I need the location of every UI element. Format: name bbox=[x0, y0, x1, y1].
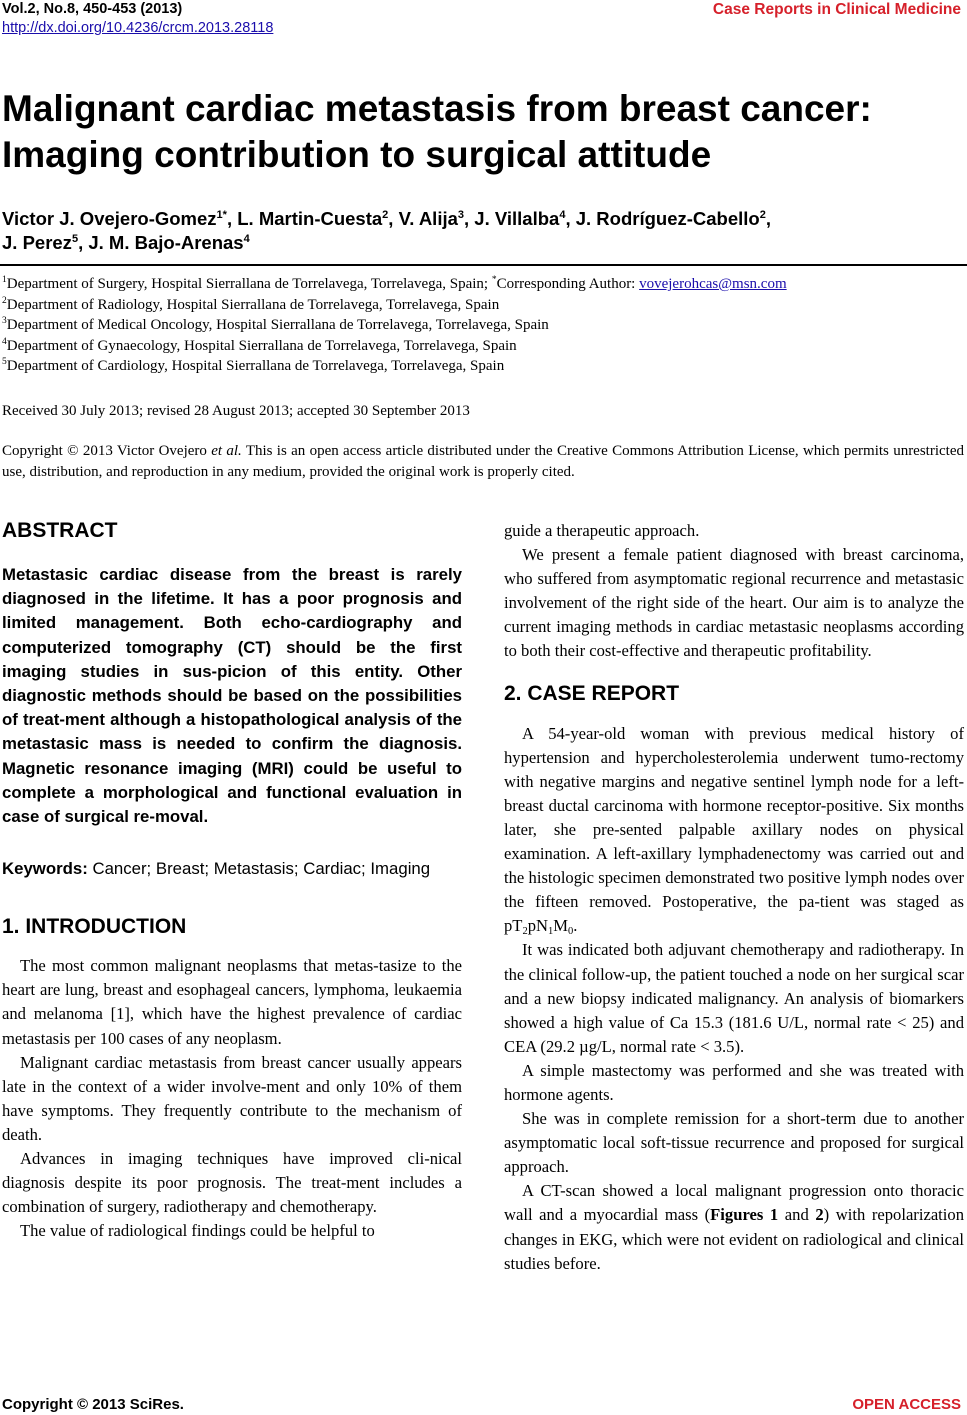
article-title-line2: Imaging contribution to surgical attitude bbox=[2, 134, 712, 175]
keywords-text: Cancer; Breast; Metastasis; Cardiac; Imaging bbox=[87, 859, 431, 879]
author-affiliation-mark: 1* bbox=[216, 209, 227, 221]
paragraph: The most common malignant neoplasms that metas-tasize to the heart are lung, breast and esophageal cancers, lymphoma, leukaemia and melanoma [1], which have the highest prevalence of cardiac metastasis per 100 cases of any neoplasm. bbox=[2, 956, 462, 1048]
paragraph-text: . bbox=[573, 916, 578, 936]
author-affiliation-mark: 2 bbox=[759, 209, 766, 221]
affiliation-number: 2 bbox=[2, 295, 7, 306]
author-affiliation-mark: 5 bbox=[71, 233, 79, 245]
footer-open-access: OPEN ACCESS bbox=[852, 1396, 961, 1413]
affiliation-item bbox=[2, 336, 964, 357]
stage-subscript: 0 bbox=[567, 926, 574, 938]
affiliation-item bbox=[2, 274, 964, 295]
affiliation-text: Department of Medical Oncology, Hospital Sierrallana de Torrelavega, Torrelavega, Spain bbox=[6, 317, 549, 334]
corresponding-email-link[interactable]: vovejerohcas@msn.com bbox=[639, 276, 787, 292]
author-name: J. Rodríguez-Cabello bbox=[575, 208, 760, 229]
paragraph: We present a female patient diagnosed with breast carcinoma, who suffered from asymptomatic regional recurrence and metastasic involvement of the right side of the heart. Our aim is to analyze the current imaging methods in cardiac metastasic neoplasms according to both their cost-effective and therapeutic profitability. bbox=[504, 545, 964, 661]
author-affiliation-mark: 4 bbox=[559, 209, 566, 221]
affiliation-number: 1 bbox=[2, 275, 7, 285]
affiliation-text: Department of Gynaecology, Hospital Sierrallana de Torrelavega, Torrelavega, Spain bbox=[6, 337, 517, 354]
paragraph: The value of radiological findings could be helpful to bbox=[20, 1221, 375, 1241]
figure-reference: Figures 1 bbox=[710, 1205, 779, 1225]
article-title bbox=[2, 86, 962, 178]
author-separator: , bbox=[565, 208, 576, 229]
paragraph bbox=[504, 1179, 964, 1275]
author-name: J. Perez bbox=[2, 232, 72, 253]
affiliation-text: Department of Cardiology, Hospital Sierrallana de Torrelavega, Torrelavega, Spain bbox=[6, 358, 505, 375]
paragraph-text: and bbox=[778, 1205, 816, 1225]
paragraph: guide a therapeutic approach. bbox=[504, 521, 700, 540]
right-column bbox=[504, 519, 964, 1276]
introduction-heading: 1. INTRODUCTION bbox=[2, 915, 187, 939]
author-line-1 bbox=[2, 207, 962, 231]
introduction-body bbox=[2, 954, 462, 1243]
author-affiliation-mark: 2 bbox=[382, 209, 389, 221]
paragraph-text: ) with repolarization changes in EKG, which were not evident on radiological and clinical studies before. bbox=[504, 1205, 964, 1273]
figure-reference: 2 bbox=[815, 1205, 824, 1225]
keywords bbox=[2, 857, 462, 881]
paragraph: Advances in imaging techniques have improved cli-nical diagnosis despite its poor prognosis. The treat-ment includes a combination of surgery, radiotherapy and chemotherapy. bbox=[2, 1148, 462, 1217]
author-line-2 bbox=[2, 231, 962, 255]
volume-info: Vol.2, No.8, 450-453 (2013) bbox=[2, 1, 183, 17]
affiliation-item bbox=[2, 295, 964, 316]
paragraph: A simple mastectomy was performed and she was treated with hormone agents. bbox=[504, 1060, 964, 1104]
affiliation-number: 4 bbox=[2, 336, 7, 347]
affiliation-text: Department of Radiology, Hospital Sierrallana de Torrelavega, Torrelavega, Spain bbox=[6, 296, 500, 313]
journal-name: Case Reports in Clinical Medicine bbox=[712, 1, 961, 18]
abstract-text: Metastasic cardiac disease from the breast is rarely diagnosed in the lifetime. It has a poor prognosis and limited management. Both echo-cardiography and computerized tomography (CT) should be the first imaging studies in sus-picion of this entity. Other diagnostic methods should be based on the possibilities of treat-ment although a histopathological analysis of the metastasic mass is needed to confirm the diagnosis. Magnetic resonance imaging (MRI) could be useful to complete a morphological and functional evaluation in case of surgical re-moval. bbox=[2, 565, 462, 827]
paragraph: Malignant cardiac metastasis from breast cancer usually appears late in the context of a wider involve-ment and only 10% of them have symptoms. They frequently contribute to the mechanism of death. bbox=[2, 1052, 462, 1144]
paragraph-text: A 54-year-old woman with previous medical history of hypertension and hypercholesterolemia underwent tumo-rectomy with negative margins and negative sentinel lymph node for a left-breast ductal carcinoma with hormone receptor-positive. Six months later, she pre-sented palpable axillary nodes on physical examination. A left-axillary lymphadenectomy was carried out and the histologic specimen demonstrated two positive lymph nodes over the fifteen removed. Postoperative, the pa-tient was staged as pT bbox=[504, 723, 964, 936]
stage-subscript: 2 bbox=[522, 926, 528, 938]
license-text: This is an open access article distributed under the Creative Commons Attribution License, which permits unrestricted use, distribution, and reproduction in any medium, provided the original work is properly cited. bbox=[2, 443, 964, 480]
paragraph-text: M bbox=[553, 916, 568, 936]
case-report-body bbox=[504, 722, 964, 1276]
footer-copyright: Copyright © 2013 SciRes. bbox=[2, 1396, 184, 1413]
author-name: Victor J. Ovejero-Gomez bbox=[2, 208, 217, 229]
author-separator: , bbox=[388, 208, 399, 229]
author-name: J. Villalba bbox=[474, 208, 560, 229]
paragraph: It was indicated both adjuvant chemotherapy and radiotherapy. In the clinical follow-up, the patient touched a node on her surgical scar and a new biopsy indicated malignancy. An analysis of biomarkers showed a high value of Ca 15.3 (181.6 U/L, normal rate < 25) and CEA (29.2 µg/L, normal rate < 3.5). bbox=[504, 940, 964, 1056]
author-list bbox=[2, 207, 962, 255]
affiliation-number: 5 bbox=[2, 357, 7, 368]
left-column bbox=[2, 518, 462, 1243]
license-text: Copyright © 2013 Victor Ovejero bbox=[2, 443, 212, 459]
affiliation-list bbox=[2, 274, 964, 377]
author-separator: , bbox=[78, 232, 89, 253]
author-name: J. M. Bajo-Arenas bbox=[88, 232, 244, 253]
paragraph: She was in complete remission for a short-term due to another asymptomatic local soft-tissue recurrence and proposed for surgical approach. bbox=[504, 1109, 964, 1177]
header-divider bbox=[0, 264, 967, 266]
author-affiliation-mark: 4 bbox=[243, 233, 250, 245]
affiliation-text: Department of Surgery, Hospital Sierrallana de Torrelavega, Torrelavega, Spain; bbox=[6, 276, 492, 292]
author-name: V. Alija bbox=[398, 208, 458, 229]
paragraph-text: A CT-scan showed a local malignant progression onto thoracic wall and a myocardial mass ( bbox=[504, 1181, 964, 1225]
author-separator: , bbox=[464, 208, 475, 229]
stage-subscript: 1 bbox=[547, 926, 554, 938]
keywords-label: Keywords: bbox=[2, 859, 88, 879]
received-dates: Received 30 July 2013; revised 28 August 2013; accepted 30 September 2013 bbox=[2, 403, 470, 419]
abstract-heading: ABSTRACT bbox=[2, 519, 118, 542]
author-name: L. Martin-Cuesta bbox=[237, 208, 383, 229]
author-affiliation-mark: 3 bbox=[457, 209, 465, 221]
paragraph-text: pN bbox=[527, 916, 548, 936]
corresponding-mark: * bbox=[491, 275, 497, 285]
affiliation-number: 3 bbox=[2, 316, 7, 327]
author-separator: , bbox=[765, 208, 771, 229]
license-note bbox=[2, 441, 964, 483]
license-etal: et al. bbox=[211, 443, 242, 459]
paragraph bbox=[504, 722, 964, 939]
affiliation-item bbox=[2, 356, 964, 377]
affiliation-item bbox=[2, 315, 964, 336]
article-title-line1: Malignant cardiac metastasis from breast cancer: bbox=[2, 88, 872, 129]
case-report-heading: 2. CASE REPORT bbox=[504, 681, 680, 705]
doi-link[interactable]: http://dx.doi.org/10.4236/crcm.2013.28118 bbox=[2, 20, 274, 36]
corresponding-label: Corresponding Author: bbox=[496, 276, 640, 292]
author-separator: , bbox=[226, 208, 238, 229]
